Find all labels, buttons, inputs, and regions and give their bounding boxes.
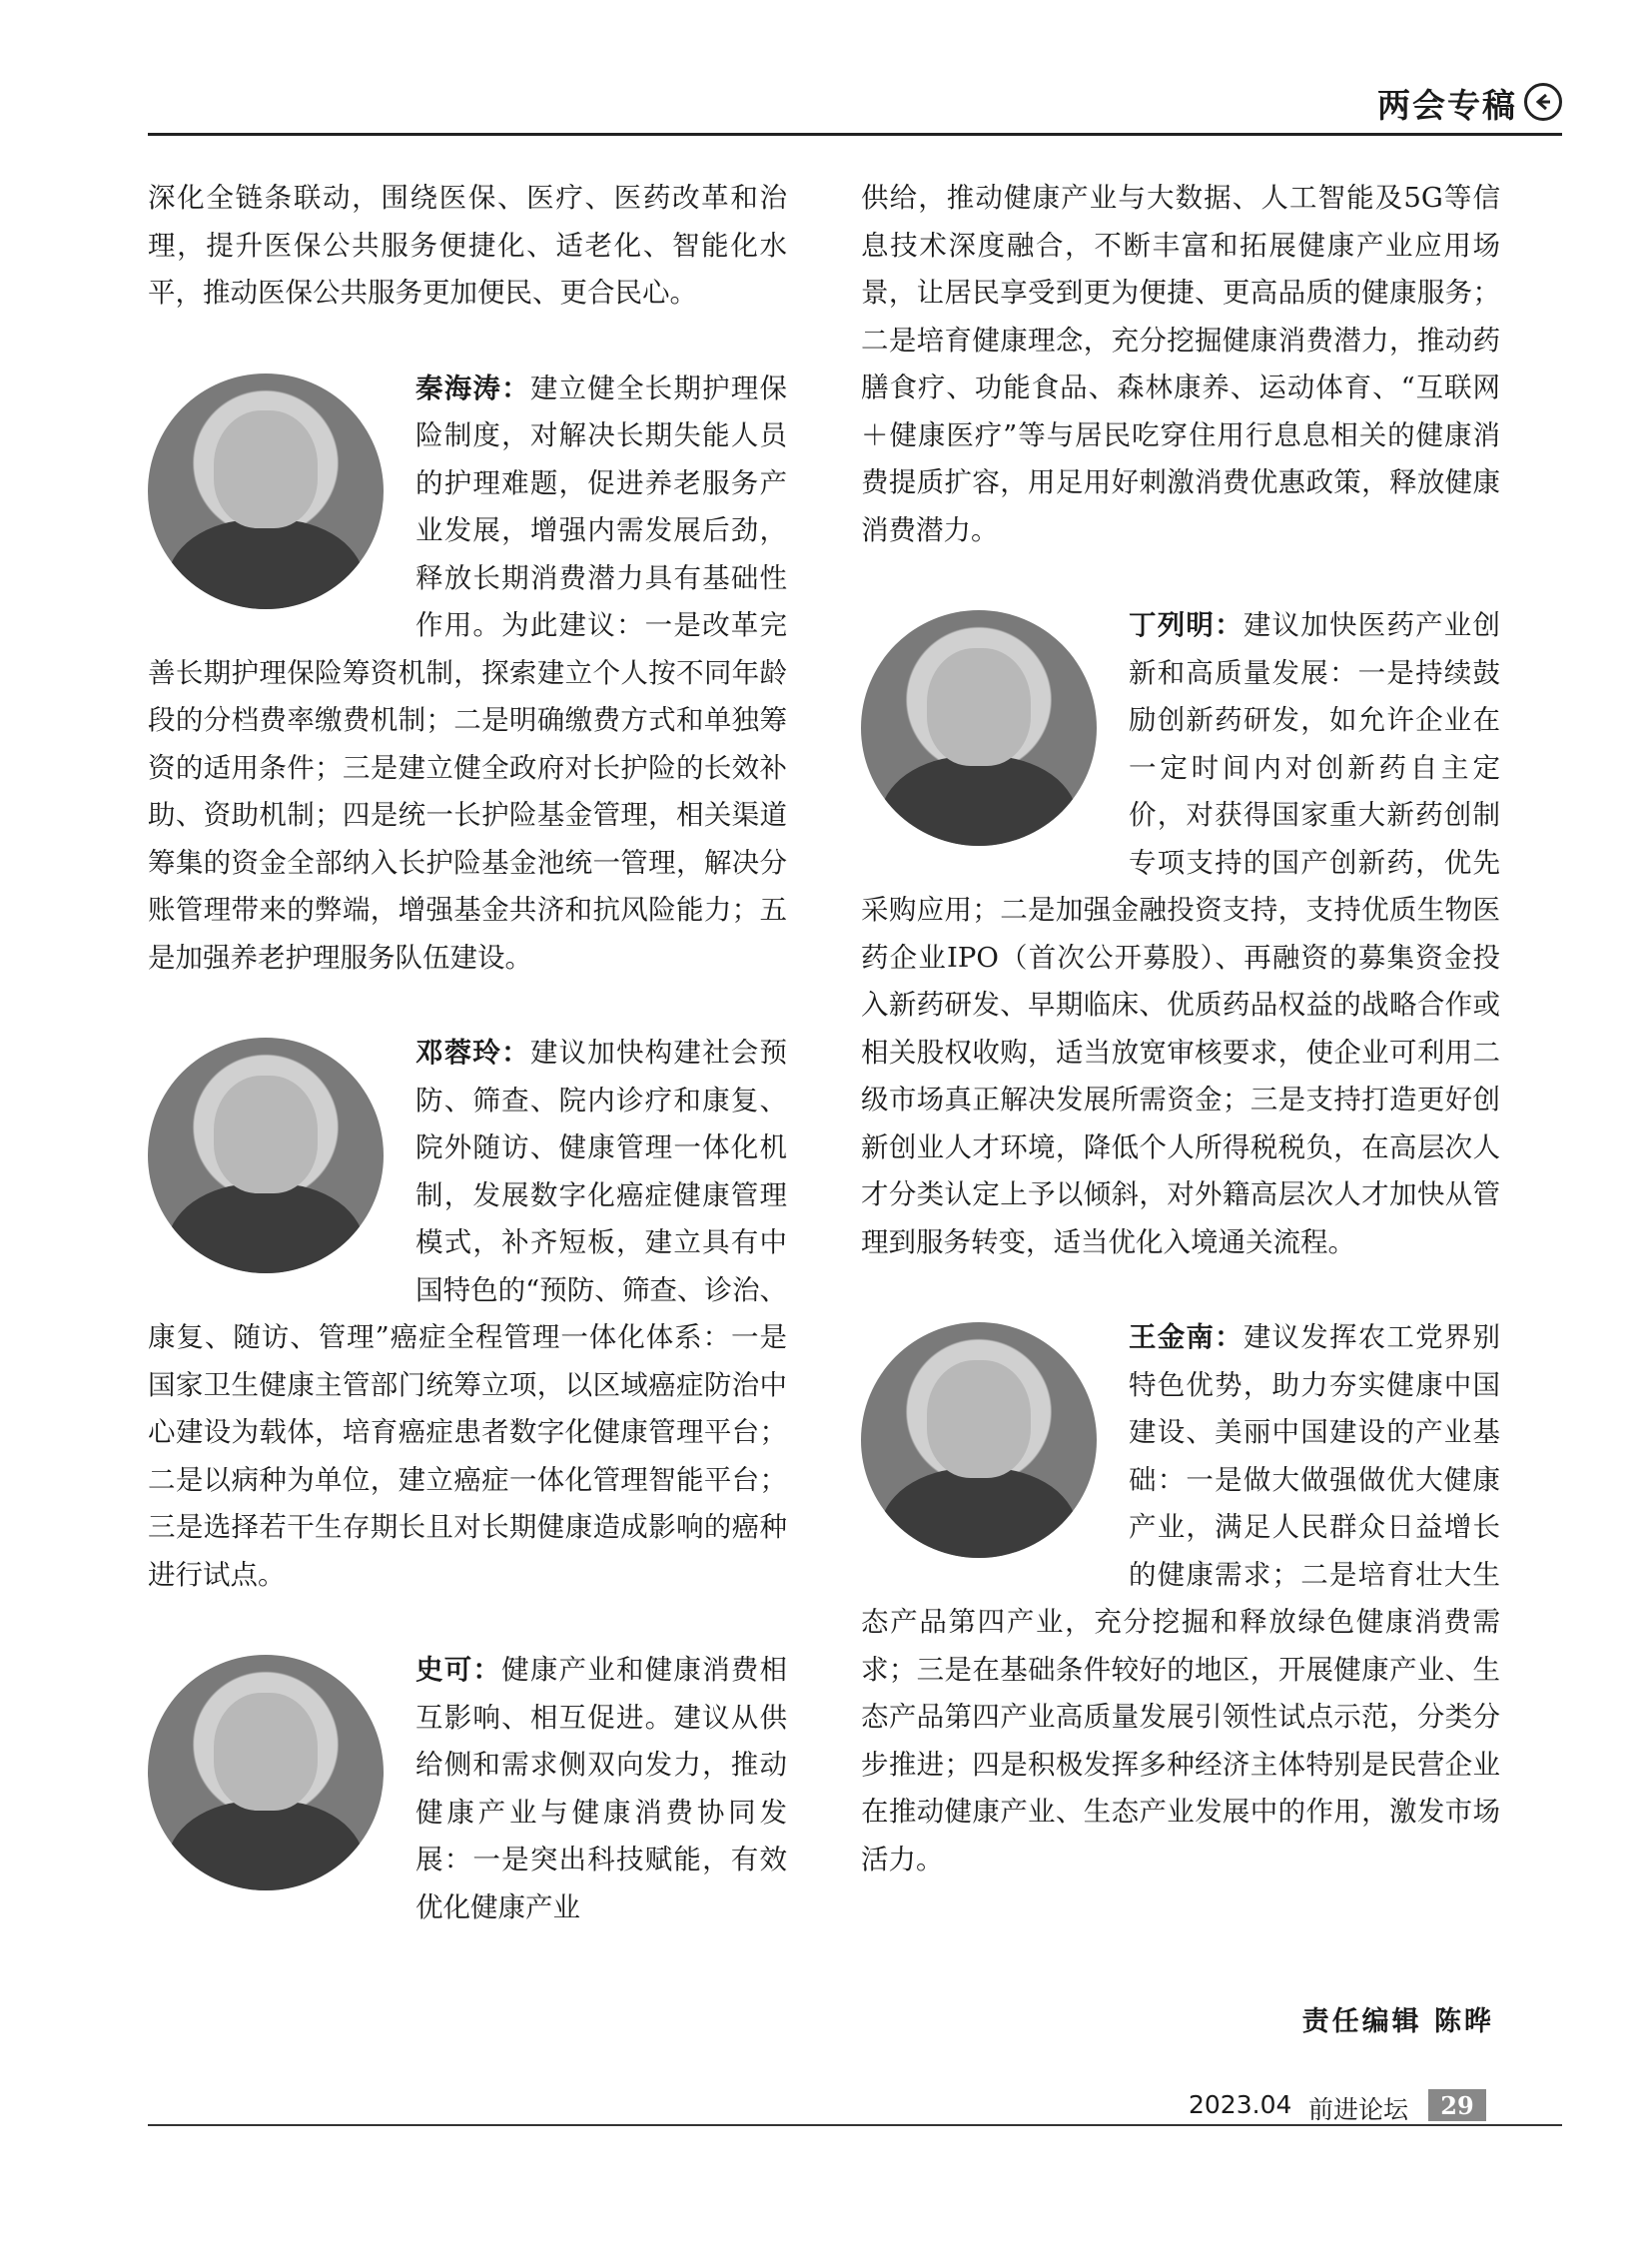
issue-number: 2023.04 — [1189, 2090, 1292, 2119]
deng-rongling-section — [148, 1030, 787, 1599]
circle-arrow-left-icon — [1524, 83, 1562, 121]
speaker-text: 建议加快医药产业创新和高质量发展：一是持续鼓励创新药研发，如允许企业在一定时间内对创新药自主定价，对获得国家重大新药创制专项支持的国产创新药，优先采购应用；二是加强金融投资支持，支持优质生物医药企业IPO（首次公开募股）、再融资的募集资金投入新药研发、早期临床、优质药品权益的战略合作或相关股权收购，适当放宽审核要求，使企业可利用二级市场真正解决发展所需资金；三是支持打造更好创新创业人才环境，降低个人所得税税负，在高层次人才分类认定上予以倾斜，对外籍高层次人才加快从管理到服务转变，适当优化入境通关流程。 — [861, 609, 1501, 1258]
speaker-text: 建立健全长期护理保险制度，对解决长期失能人员的护理难题，促进养老服务产业发展，增强内需发展后劲，释放长期消费潜力具有基础性作用。为此建议：一是改革完善长期护理保险筹资机制，探索建立个人按不同年龄段的分档费率缴费机制；二是明确缴费方式和单独筹资的适用条件；三是建立健全政府对长护险的长效补助、资助机制；四是统一长护险基金管理，相关渠道筹集的资金全部纳入长护险基金池统一管理，解决分账管理带来的弊端，增强基金共济和抗风险能力；五是加强养老护理服务队伍建设。 — [148, 372, 788, 974]
portrait-wang-jinnan — [861, 1322, 1097, 1558]
speaker-name: 丁列明： — [1129, 609, 1243, 641]
speaker-text: 建议加快构建社会预防、筛查、院内诊疗和康复、院外随访、健康管理一体化机制，发展数字化癌症健康管理模式，补齐短板，建立具有中国特色的“预防、筛查、诊治、康复、随访、管理”癌症全程管理一体化体系：一是国家卫生健康主管部门统筹立项，以区域癌症防治中心建设为载体，培育癌症患者数字化健康管理平台；二是以病种为单位，建立癌症一体化管理智能平台；三是选择若干生存期长且对长期健康造成影响的癌种进行试点。 — [148, 1037, 788, 1591]
page-number: 29 — [1428, 2089, 1486, 2121]
speaker-name: 史可： — [415, 1654, 502, 1686]
portrait-deng-rongling — [148, 1038, 384, 1273]
left-column — [148, 175, 787, 1931]
portrait-shi-ke — [148, 1655, 384, 1890]
speaker-name: 秦海涛： — [415, 372, 530, 404]
section-title: 两会专稿 — [1377, 86, 1517, 125]
header-divider — [148, 133, 1562, 136]
right-column — [861, 175, 1500, 1883]
footer-divider — [148, 2124, 1562, 2126]
portrait-qin-haitao — [148, 374, 384, 609]
speaker-name: 邓蓉玲： — [415, 1037, 530, 1069]
ding-lieming-section — [861, 602, 1500, 1266]
continuation-paragraph: 供给，推动健康产业与大数据、人工智能及5G等信息技术深度融合，不断丰富和拓展健康产业应用场景，让居民享受到更为便捷、更高品质的健康服务；二是培育健康理念，充分挖掘健康消费潜力，推动药膳食疗、功能食品、森林康养、运动体育、“互联网＋健康医疗”等与居民吃穿住用行息息相关的健康消费提质扩容，用足用好刺激消费优惠政策，释放健康消费潜力。 — [861, 182, 1500, 546]
speaker-name: 王金南： — [1129, 1321, 1243, 1353]
qin-haitao-section — [148, 366, 787, 983]
editor-signature: 责任编辑 陈晔 — [1301, 2006, 1494, 2037]
shi-ke-section — [148, 1647, 787, 1931]
speaker-text: 健康产业和健康消费相互影响、相互促进。建议从供给侧和需求侧双向发力，推动健康产业与健康消费协同发展：一是突出科技赋能，有效优化健康产业 — [415, 1654, 787, 1923]
speaker-text: 建议发挥农工党界别特色优势，助力夯实健康中国建设、美丽中国建设的产业基础：一是做大做强做优大健康产业，满足人民群众日益增长的健康需求；二是培育壮大生态产品第四产业，充分挖掘和释放绿色健康消费需求；三是在基础条件较好的地区，开展健康产业、生态产品第四产业高质量发展引领性试点示范，分类分步推进；四是积极发挥多种经济主体特别是民营企业在推动健康产业、生态产业发展中的作用，激发市场活力。 — [861, 1321, 1501, 1875]
intro-paragraph: 深化全链条联动，围绕医保、医疗、医药改革和治理，提升医保公共服务便捷化、适老化、智能化水平，推动医保公共服务更加便民、更合民心。 — [148, 182, 787, 309]
journal-name: 前进论坛 — [1308, 2095, 1409, 2124]
wang-jinnan-section — [861, 1314, 1500, 1883]
portrait-ding-lieming — [861, 610, 1097, 846]
